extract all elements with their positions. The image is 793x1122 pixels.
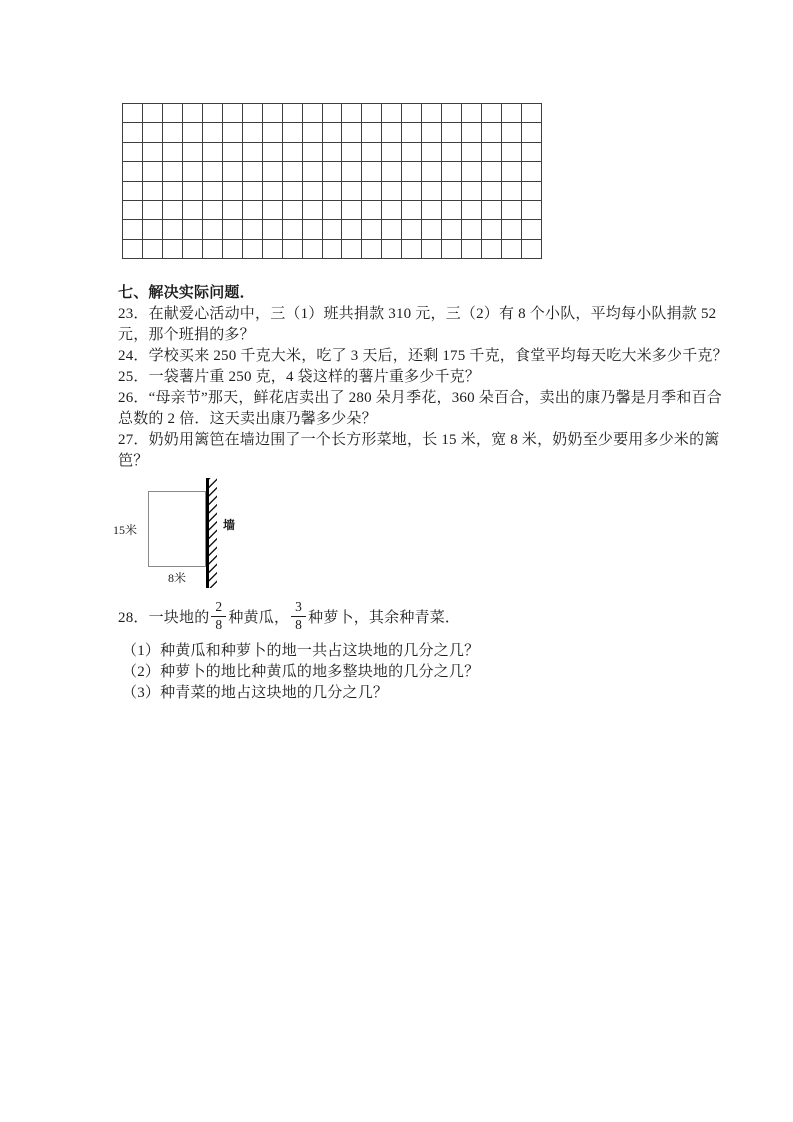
grid-cell xyxy=(303,201,323,220)
grid-cell xyxy=(422,143,442,162)
problem-25-line-1: 25．一袋薯片重 250 克，4 袋这样的薯片重多少千克？ xyxy=(118,369,481,385)
grid-cell xyxy=(203,143,223,162)
grid-cell xyxy=(362,240,382,259)
grid-cell xyxy=(482,182,502,201)
grid-cell xyxy=(243,182,263,201)
bottom-length-label: 8米 xyxy=(168,571,187,585)
problem-28-mid: 种黄瓜， xyxy=(228,609,290,626)
grid-cell xyxy=(462,182,482,201)
side-length-label: 15米 xyxy=(113,523,138,537)
grid-cell xyxy=(382,240,402,259)
grid-cell xyxy=(323,123,343,142)
grid-cell xyxy=(123,123,143,142)
grid-cell xyxy=(243,104,263,123)
grid-cell xyxy=(442,143,462,162)
fraction-two-eighths xyxy=(211,599,226,632)
grid-cell xyxy=(143,143,163,162)
fraction-three-eighths xyxy=(291,599,306,632)
grid-cell xyxy=(163,162,183,181)
grid-cell xyxy=(402,162,422,181)
grid-cell xyxy=(422,201,442,220)
grid-cell xyxy=(402,123,422,142)
grid-cell xyxy=(342,162,362,181)
grid-cell xyxy=(303,220,323,239)
grid-cell xyxy=(263,104,283,123)
grid-cell xyxy=(362,182,382,201)
grid-cell xyxy=(402,104,422,123)
grid-cell xyxy=(283,123,303,142)
grid-cell xyxy=(402,220,422,239)
problem-26-line-2: 总数的 2 倍．这天卖出康乃馨多少朵？ xyxy=(118,411,377,427)
grid-cell xyxy=(243,162,263,181)
grid-cell xyxy=(183,220,203,239)
fraction-denominator: 8 xyxy=(215,617,223,632)
grid-cell xyxy=(362,201,382,220)
grid-cell xyxy=(382,104,402,123)
grid-cell xyxy=(323,220,343,239)
grid-cell xyxy=(143,220,163,239)
grid-cell xyxy=(482,104,502,123)
grid-cell xyxy=(462,104,482,123)
grid-cell xyxy=(462,123,482,142)
grid-cell xyxy=(382,220,402,239)
problem-28-prefix: 28．一块地的 xyxy=(118,609,210,626)
grid-cell xyxy=(462,143,482,162)
grid-cell xyxy=(422,162,442,181)
fraction-denominator: 8 xyxy=(295,617,303,632)
grid-cell xyxy=(502,143,522,162)
grid-cell xyxy=(362,123,382,142)
grid-cell xyxy=(342,182,362,201)
grid-cell xyxy=(263,182,283,201)
grid-cell xyxy=(303,104,323,123)
grid-cell xyxy=(502,220,522,239)
grid-cell xyxy=(362,220,382,239)
fence-diagram xyxy=(110,470,260,595)
grid-cell xyxy=(263,162,283,181)
grid-cell xyxy=(163,220,183,239)
grid-cell xyxy=(422,123,442,142)
grid-cell xyxy=(243,123,263,142)
grid-cell xyxy=(323,143,343,162)
grid-cell xyxy=(422,104,442,123)
grid-cell xyxy=(422,182,442,201)
problem-23-line-1: 23．在献爱心活动中，三（1）班共捐款 310 元，三（2）有 8 个小队，平均每小队捐款 52 xyxy=(118,306,717,322)
grid-cell xyxy=(342,240,362,259)
grid-cell xyxy=(263,220,283,239)
grid-cell xyxy=(462,240,482,259)
grid-cell xyxy=(163,182,183,201)
grid-cell xyxy=(442,104,462,123)
grid-cell xyxy=(263,240,283,259)
grid-cell xyxy=(163,201,183,220)
problem-28-sub-question-3: （3）种青菜的地占这块地的几分之几？ xyxy=(122,685,389,701)
grid-cell xyxy=(223,162,243,181)
grid-cell xyxy=(522,220,542,239)
grid-cell xyxy=(362,104,382,123)
grid-cell xyxy=(442,220,462,239)
grid-cell xyxy=(163,143,183,162)
grid-cell xyxy=(203,104,223,123)
grid-cell xyxy=(303,123,323,142)
grid-cell xyxy=(362,162,382,181)
grid-cell xyxy=(223,123,243,142)
grid-cell xyxy=(183,162,203,181)
grid-cell xyxy=(243,201,263,220)
grid-cell xyxy=(402,240,422,259)
grid-cell xyxy=(143,104,163,123)
grid-cell xyxy=(303,182,323,201)
grid-cell xyxy=(143,182,163,201)
wall-hatching xyxy=(209,478,217,588)
grid-cell xyxy=(183,123,203,142)
grid-cell xyxy=(522,182,542,201)
grid-cell xyxy=(163,123,183,142)
grid-cell xyxy=(123,240,143,259)
grid-cell xyxy=(522,162,542,181)
grid-cell xyxy=(402,182,422,201)
grid-cell xyxy=(163,240,183,259)
grid-cell xyxy=(283,182,303,201)
grid-cell xyxy=(123,201,143,220)
grid-cell xyxy=(342,104,362,123)
grid-cell xyxy=(243,240,263,259)
grid-cell xyxy=(482,220,502,239)
grid-cell xyxy=(442,240,462,259)
grid-cell xyxy=(303,162,323,181)
grid-cell xyxy=(223,104,243,123)
grid-cell xyxy=(482,143,502,162)
grid-cell xyxy=(203,220,223,239)
fraction-numerator: 2 xyxy=(211,599,226,616)
grid-cell xyxy=(283,104,303,123)
grid-cell xyxy=(382,143,402,162)
grid-cell xyxy=(143,240,163,259)
problem-26-line-1: 26．“母亲节”那天，鲜花店卖出了 280 朵月季花，360 朵百合，卖出的康乃馨是月季和百合 xyxy=(118,390,722,406)
grid-cell xyxy=(143,162,163,181)
grid-cell xyxy=(422,220,442,239)
grid-cell xyxy=(223,182,243,201)
grid-cell xyxy=(303,143,323,162)
grid-cell xyxy=(482,123,502,142)
answer-grid xyxy=(122,103,542,259)
grid-cell xyxy=(382,162,402,181)
wall-label: 墙 xyxy=(223,518,236,532)
grid-cell xyxy=(303,240,323,259)
section-heading: 七、解决实际问题． xyxy=(118,285,255,301)
grid-cell xyxy=(263,143,283,162)
grid-cell xyxy=(223,201,243,220)
grid-cell xyxy=(462,162,482,181)
problem-23-line-2: 元，那个班捐的多？ xyxy=(118,327,255,343)
grid-cell xyxy=(243,220,263,239)
grid-cell xyxy=(442,123,462,142)
grid-cell xyxy=(462,201,482,220)
grid-cell xyxy=(163,104,183,123)
problem-28-sub-question-2: （2）种萝卜的地比种黄瓜的地多整块地的几分之几？ xyxy=(122,664,480,680)
grid-cell xyxy=(323,182,343,201)
grid-cell xyxy=(123,104,143,123)
grid-cell xyxy=(263,201,283,220)
grid-cell xyxy=(203,182,223,201)
fraction-numerator: 3 xyxy=(291,599,306,616)
grid-cell xyxy=(283,220,303,239)
grid-cell xyxy=(123,220,143,239)
grid-cell xyxy=(482,162,502,181)
problem-28-line xyxy=(118,596,460,636)
problem-28-sub-question-1: （1）种黄瓜和种萝卜的地一共占这块地的几分之几？ xyxy=(122,643,480,659)
grid-cell xyxy=(502,104,522,123)
grid-cell xyxy=(223,143,243,162)
grid-cell xyxy=(203,201,223,220)
grid-cell xyxy=(462,220,482,239)
grid-cell xyxy=(502,240,522,259)
grid-cell xyxy=(482,240,502,259)
grid-cell xyxy=(502,182,522,201)
grid-cell xyxy=(502,123,522,142)
grid-cell xyxy=(203,162,223,181)
grid-cell xyxy=(382,123,402,142)
grid-cell xyxy=(183,182,203,201)
grid-cell xyxy=(342,201,362,220)
grid-cell xyxy=(123,143,143,162)
grid-cell xyxy=(203,240,223,259)
grid-cell xyxy=(522,143,542,162)
grid-cell xyxy=(283,143,303,162)
grid-cell xyxy=(123,162,143,181)
problem-27-line-1: 27．奶奶用篱笆在墙边围了一个长方形菜地，长 15 米，宽 8 米，奶奶至少要用多少米的篱 xyxy=(118,432,720,448)
grid-cell xyxy=(342,143,362,162)
grid-cell xyxy=(143,201,163,220)
grid-cell xyxy=(223,220,243,239)
grid-cell xyxy=(323,162,343,181)
grid-cell xyxy=(183,240,203,259)
grid-cell xyxy=(323,240,343,259)
grid-cell xyxy=(183,143,203,162)
grid-cell xyxy=(203,123,223,142)
grid-cell xyxy=(323,104,343,123)
problem-27-line-2: 笆？ xyxy=(118,453,149,469)
grid-cell xyxy=(482,201,502,220)
grid-cell xyxy=(402,201,422,220)
grid-cell xyxy=(442,201,462,220)
grid-cell xyxy=(522,104,542,123)
grid-cell xyxy=(143,123,163,142)
grid-cell xyxy=(283,201,303,220)
grid-cell xyxy=(263,123,283,142)
grid-cell xyxy=(283,162,303,181)
grid-cell xyxy=(283,240,303,259)
grid-cell xyxy=(382,182,402,201)
grid-cell xyxy=(223,240,243,259)
garden-rectangle xyxy=(148,491,206,567)
grid-cell xyxy=(323,201,343,220)
grid-cell xyxy=(442,182,462,201)
problem-24-line-1: 24．学校买来 250 千克大米，吃了 3 天后，还剩 175 千克，食堂平均每天吃大米多少千克？ xyxy=(118,348,728,364)
grid-cell xyxy=(402,143,422,162)
grid-cell xyxy=(342,220,362,239)
grid-cell xyxy=(522,201,542,220)
grid-cell xyxy=(522,123,542,142)
grid-cell xyxy=(502,201,522,220)
grid-cell xyxy=(382,201,402,220)
grid-cell xyxy=(123,182,143,201)
grid-cell xyxy=(422,240,442,259)
problem-28-suffix: 种萝卜，其余种青菜． xyxy=(308,609,461,626)
grid-cell xyxy=(442,162,462,181)
grid-cell xyxy=(243,143,263,162)
grid-cell xyxy=(502,162,522,181)
grid-cell xyxy=(342,123,362,142)
grid-cell xyxy=(183,104,203,123)
grid-cell xyxy=(522,240,542,259)
grid-cell xyxy=(183,201,203,220)
grid-cell xyxy=(362,143,382,162)
